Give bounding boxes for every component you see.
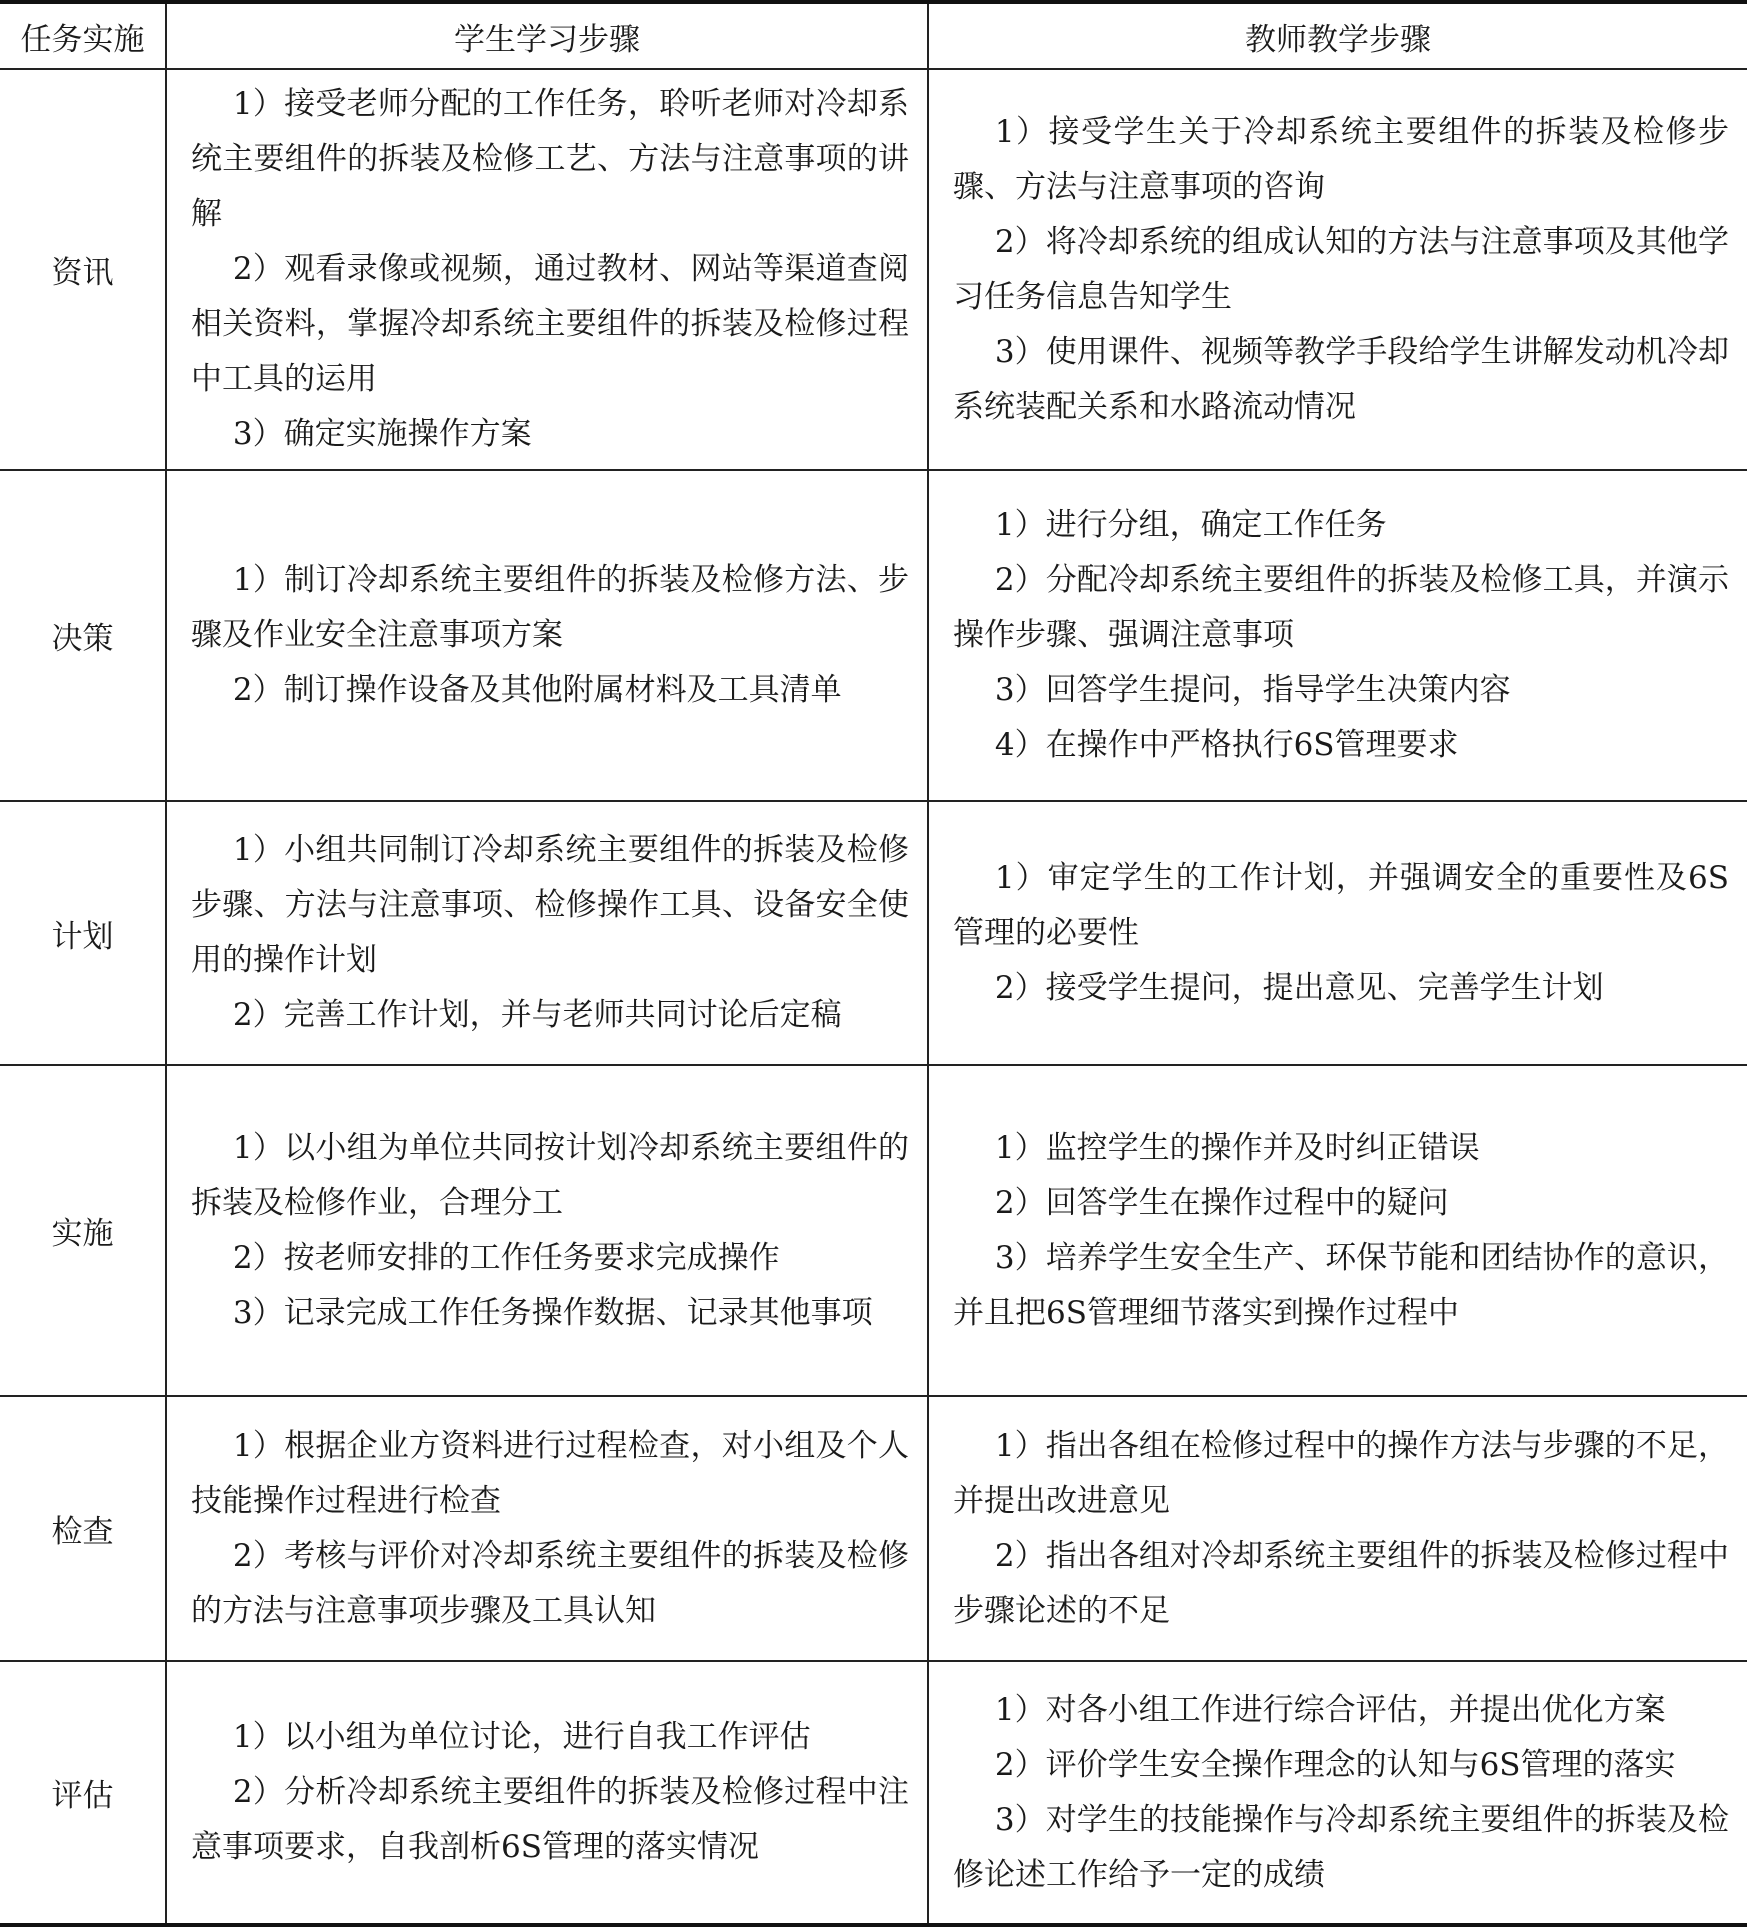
- table-row-implementation: [0, 1065, 1747, 1396]
- student-step: 2）观看录像或视频，通过教材、网站等渠道查阅相关资料，掌握冷却系统主要组件的拆装及检修过程中工具的运用: [191, 251, 909, 397]
- teacher-step: 1）进行分组，确定工作任务: [994, 507, 1387, 543]
- teacher-steps-cell: [928, 470, 1747, 801]
- teacher-step: 3）使用课件、视频等教学手段给学生讲解发动机冷却系统装配关系和水路流动情况: [953, 333, 1729, 425]
- student-steps-cell: [166, 1661, 928, 1925]
- teacher-step: 1）接受学生关于冷却系统主要组件的拆装及检修步骤、方法与注意事项的咨询: [953, 113, 1729, 205]
- table-row-information: [0, 69, 1747, 470]
- student-steps-cell: [166, 1396, 928, 1661]
- teacher-step: 3）培养学生安全生产、环保节能和团结协作的意识，并且把6S管理细节落实到操作过程中: [953, 1239, 1729, 1331]
- teacher-step: 2）将冷却系统的组成认知的方法与注意事项及其他学习任务信息告知学生: [953, 223, 1729, 315]
- teacher-steps-cell: [928, 801, 1747, 1065]
- student-step: 1）以小组为单位讨论，进行自我工作评估: [232, 1719, 811, 1755]
- stage-label: 计划: [0, 801, 166, 1065]
- student-steps-cell: [166, 69, 928, 470]
- teacher-steps-cell: [928, 69, 1747, 470]
- student-step: 1）制订冷却系统主要组件的拆装及检修方法、步骤及作业安全注意事项方案: [191, 562, 909, 653]
- header-task-implementation: 任务实施: [0, 2, 166, 69]
- teacher-step: 2）指出各组对冷却系统主要组件的拆装及检修过程中步骤论述的不足: [953, 1537, 1729, 1629]
- teacher-step: 1）监控学生的操作并及时纠正错误: [994, 1129, 1480, 1166]
- teacher-step: 4）在操作中严格执行6S管理要求: [994, 727, 1459, 763]
- teacher-step: 3）对学生的技能操作与冷却系统主要组件的拆装及检修论述工作给予一定的成绩: [953, 1801, 1729, 1893]
- student-step: 2）完善工作计划，并与老师共同讨论后定稿: [232, 997, 842, 1033]
- table-row-evaluation: [0, 1661, 1747, 1925]
- teacher-step: 2）接受学生提问，提出意见、完善学生计划: [994, 969, 1604, 1006]
- student-step: 2）按老师安排的工作任务要求完成操作: [232, 1239, 780, 1276]
- student-steps-cell: [166, 1065, 928, 1396]
- student-step: 2）考核与评价对冷却系统主要组件的拆装及检修的方法与注意事项步骤及工具认知: [191, 1537, 909, 1629]
- teacher-steps-cell: [928, 1396, 1747, 1661]
- student-step: 1）以小组为单位共同按计划冷却系统主要组件的拆装及检修作业，合理分工: [191, 1129, 909, 1221]
- student-steps-cell: [166, 801, 928, 1065]
- student-step: 1）根据企业方资料进行过程检查，对小组及个人技能操作过程进行检查: [191, 1427, 909, 1519]
- student-step: 2）制订操作设备及其他附属材料及工具清单: [232, 672, 842, 708]
- stage-label: 评估: [0, 1661, 166, 1925]
- table-row-plan: [0, 801, 1747, 1065]
- stage-label: 决策: [0, 470, 166, 801]
- student-step: 3）确定实施操作方案: [232, 416, 532, 452]
- teacher-step: 1）对各小组工作进行综合评估，并提出优化方案: [994, 1691, 1666, 1728]
- stage-label: 实施: [0, 1065, 166, 1396]
- teacher-step: 3）回答学生提问，指导学生决策内容: [994, 672, 1511, 708]
- header-student-steps: 学生学习步骤: [166, 2, 928, 69]
- student-step: 3）记录完成工作任务操作数据、记录其他事项: [232, 1294, 873, 1331]
- teacher-step: 1）审定学生的工作计划，并强调安全的重要性及6S管理的必要性: [953, 859, 1729, 951]
- header-teacher-steps: 教师教学步骤: [928, 2, 1747, 69]
- teacher-step: 2）分配冷却系统主要组件的拆装及检修工具，并演示操作步骤、强调注意事项: [953, 562, 1729, 653]
- stage-label: 检查: [0, 1396, 166, 1661]
- student-step: 2）分析冷却系统主要组件的拆装及检修过程中注意事项要求，自我剖析6S管理的落实情况: [191, 1774, 909, 1865]
- teacher-step: 1）指出各组在检修过程中的操作方法与步骤的不足，并提出改进意见: [953, 1427, 1729, 1519]
- table-row-decision: [0, 470, 1747, 801]
- teacher-steps-cell: [928, 1661, 1747, 1925]
- student-step: 1）小组共同制订冷却系统主要组件的拆装及检修步骤、方法与注意事项、检修操作工具、设备安全使用的操作计划: [191, 832, 909, 978]
- student-steps-cell: [166, 470, 928, 801]
- table-row-check: [0, 1396, 1747, 1661]
- teacher-steps-cell: [928, 1065, 1747, 1396]
- student-step: 1）接受老师分配的工作任务，聆听老师对冷却系统主要组件的拆装及检修工艺、方法与注意事项的讲解: [191, 86, 909, 232]
- teacher-step: 2）回答学生在操作过程中的疑问: [994, 1184, 1449, 1221]
- teacher-step: 2）评价学生安全操作理念的认知与6S管理的落实: [994, 1746, 1676, 1783]
- stage-label: 资讯: [0, 69, 166, 470]
- header-row: [0, 2, 1747, 69]
